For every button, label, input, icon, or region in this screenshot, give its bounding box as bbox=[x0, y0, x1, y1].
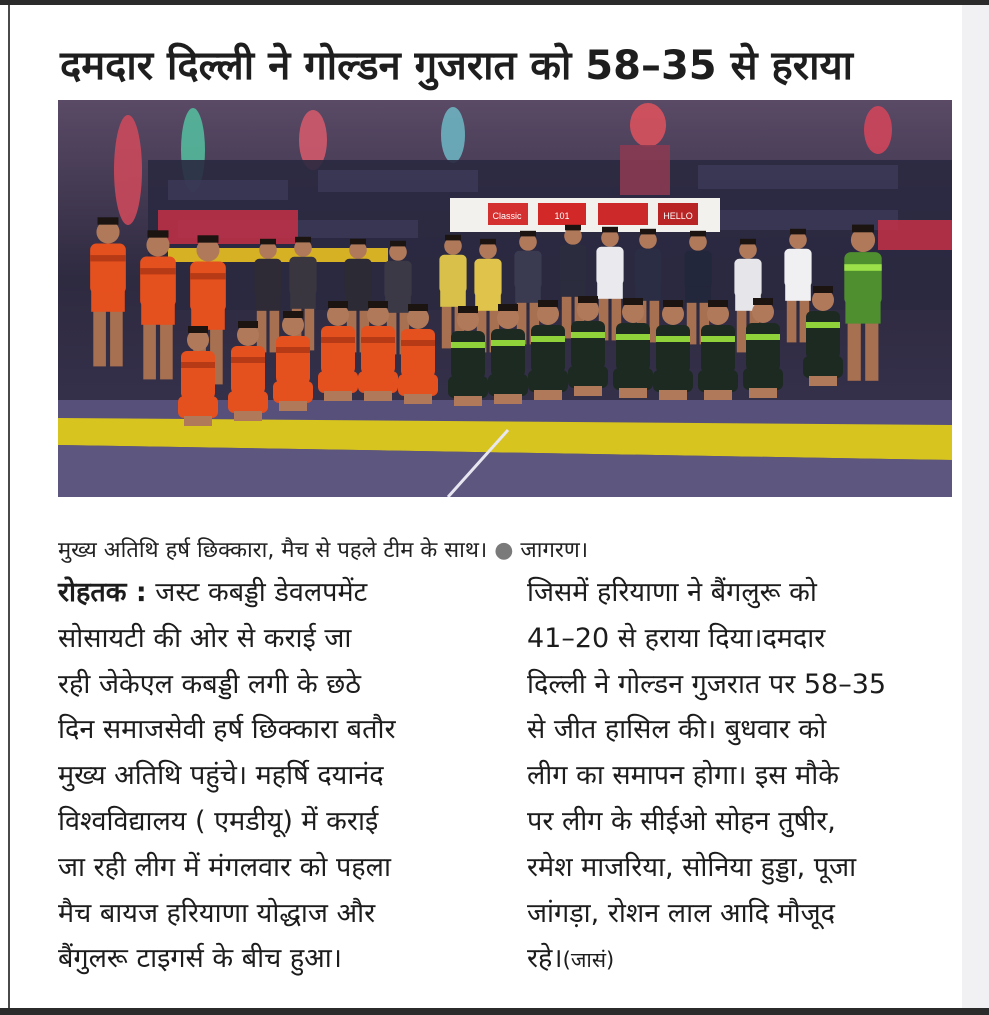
article-line: लीग का समापन होगा। इस मौके bbox=[527, 760, 839, 792]
caption-text: मुख्य अतिथि हर्ष छिक्कारा, मैच से पहले टीम के साथ। bbox=[58, 538, 488, 563]
article-line-text: जस्ट कबड्डी डेवलपमेंट bbox=[155, 577, 368, 608]
article-line: 41–20 से हराया दिया।दमदार bbox=[527, 622, 826, 654]
news-photo bbox=[58, 100, 952, 497]
article-column-right bbox=[527, 570, 957, 984]
article-line: जिसमें हरियाणा ने बैंगलुरू को bbox=[527, 577, 817, 608]
photo-source: जागरण। bbox=[520, 538, 589, 563]
photo-caption bbox=[58, 534, 958, 568]
article-line: रमेश माजरिया, सोनिया हुड्डा, पूजा bbox=[527, 851, 857, 883]
article-line: विश्वविद्यालय ( एमडीयू) में कराई bbox=[58, 805, 379, 837]
article-line: जा रही लीग में मंगलवार को पहला bbox=[58, 851, 391, 883]
article-line: से जीत हासिल की। बुधवार को bbox=[527, 714, 827, 746]
page-top-border bbox=[0, 0, 989, 5]
article-line: मैच बायज हरियाणा योद्धाज और bbox=[58, 897, 376, 929]
author-credit: (जासं) bbox=[562, 948, 615, 973]
article-line: दिन समाजसेवी हर्ष छिक्कारा बतौर bbox=[58, 714, 396, 746]
article-line: मुख्य अतिथि पहुंचे। महर्षि दयानंद bbox=[58, 760, 384, 792]
article-line: बैंगुलरू टाइगर्स के बीच हुआ। bbox=[58, 943, 342, 975]
sponsor-badge-classic: Classic bbox=[492, 211, 522, 221]
page-bottom-border bbox=[0, 1008, 989, 1015]
sponsor-badge-hello: HELLO bbox=[663, 211, 693, 221]
article-line: पर लीग के सीईओ सोहन तुषीर, bbox=[527, 805, 836, 837]
article-column-left bbox=[58, 570, 498, 982]
article-line-text: रहे। bbox=[527, 943, 563, 975]
bullet-icon: ● bbox=[494, 538, 514, 563]
article-line: जांगड़ा, रोशन लाल आदि मौजूद bbox=[527, 897, 835, 929]
article-line: दिल्ली ने गोल्डन गुजरात पर 58–35 bbox=[527, 668, 887, 700]
column-rule bbox=[8, 5, 10, 1008]
dateline: रोहतक : bbox=[58, 577, 147, 608]
scroll-gutter[interactable] bbox=[962, 5, 989, 1008]
article-line: रही जेकेएल कबड्डी लगी के छठे bbox=[58, 668, 361, 700]
article-line bbox=[58, 570, 498, 616]
headline: दमदार दिल्ली ने गोल्डन गुजरात को 58–35 से हराया bbox=[60, 43, 854, 89]
article-line bbox=[527, 936, 957, 984]
article-line: सोसायटी की ओर से कराई जा bbox=[58, 622, 352, 654]
sponsor-badge-101: 101 bbox=[554, 211, 570, 221]
